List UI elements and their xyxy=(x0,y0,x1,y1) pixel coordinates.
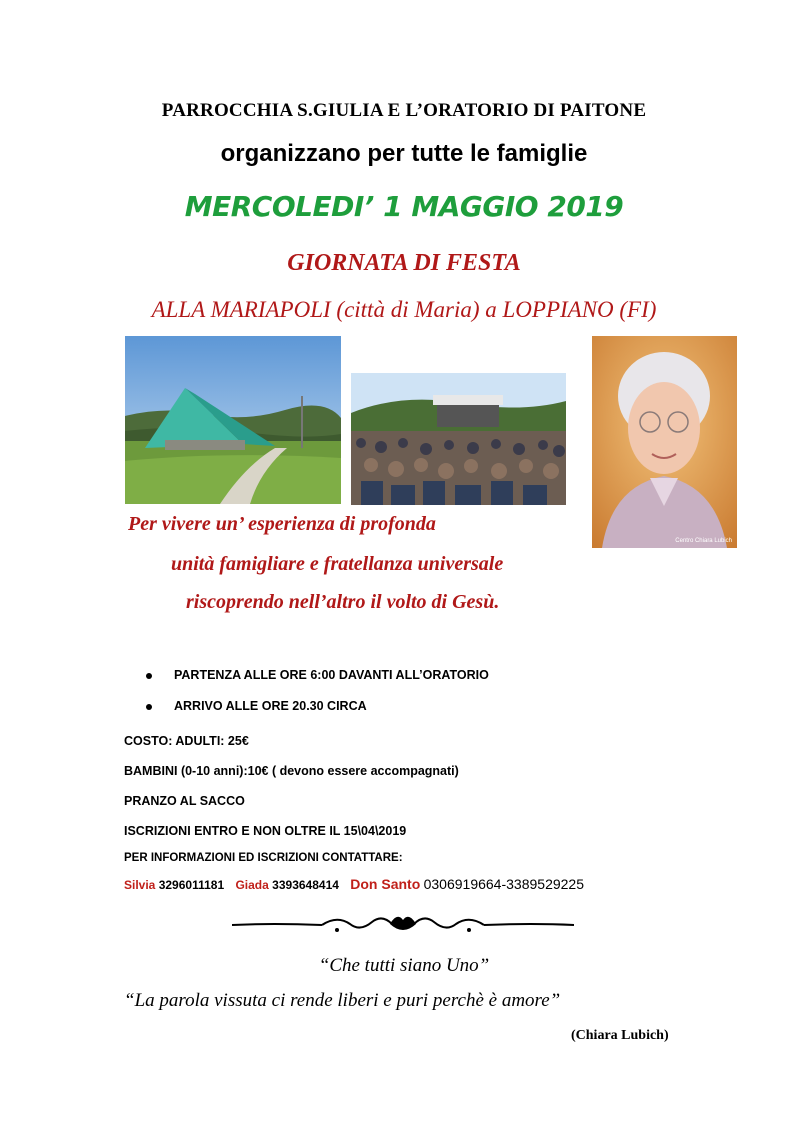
event-title: GIORNATA DI FESTA xyxy=(287,250,521,276)
contact-name-silvia: Silvia xyxy=(124,878,156,892)
bullet-icon xyxy=(146,673,152,679)
message-line-2: unità famigliare e fratellanza universale xyxy=(171,553,504,575)
contact-phone-silvia: 3296011181 xyxy=(158,878,225,892)
quote-author: (Chiara Lubich) xyxy=(571,1028,669,1043)
departure-info: PARTENZA ALLE ORE 6:00 DAVANTI ALL’ORATORIO xyxy=(174,668,489,682)
ornamental-divider-icon xyxy=(232,910,574,938)
contact-phone-don-santo: 0306919664-3389529225 xyxy=(423,876,584,892)
contact-name-giada: Giada xyxy=(235,878,269,892)
contact-heading: PER INFORMAZIONI ED ISCRIZIONI CONTATTARE: xyxy=(124,852,403,864)
bullet-icon xyxy=(146,704,152,710)
contact-phone-giada: 3393648414 xyxy=(272,878,339,892)
registration-deadline: ISCRIZIONI ENTRO E NON OLTRE IL 15\04\2019 xyxy=(124,824,407,838)
contacts-line xyxy=(124,876,584,892)
quote-long: “La parola vissuta ci rende liberi e puri perchè è amore” xyxy=(124,990,561,1011)
portrait-photo xyxy=(592,336,737,548)
church-photo xyxy=(125,336,341,504)
portrait-caption: Centro Chiara Lubich xyxy=(675,538,732,544)
event-date: MERCOLEDI’ 1 MAGGIO 2019 xyxy=(184,190,624,223)
organizer-heading: PARROCCHIA S.GIULIA E L’ORATORIO DI PAITONE xyxy=(161,100,647,121)
message-line-1: Per vivere un’ esperienza di profonda xyxy=(128,513,436,535)
subtitle: organizzano per tutte le famiglie xyxy=(220,140,588,167)
contact-name-don-santo: Don Santo xyxy=(350,876,421,892)
lunch-info: PRANZO AL SACCO xyxy=(124,794,245,808)
cost-adults: COSTO: ADULTI: 25€ xyxy=(124,734,249,748)
quote-short: “Che tutti siano Uno” xyxy=(318,955,490,976)
message-line-3: riscoprendo nell’altro il volto di Gesù. xyxy=(186,591,500,613)
event-place: ALLA MARIAPOLI (città di Maria) a LOPPIANO (FI) xyxy=(151,297,657,322)
cost-children: BAMBINI (0-10 anni):10€ ( devono essere accompagnati) xyxy=(124,764,459,778)
crowd-photo xyxy=(351,373,566,505)
arrival-info: ARRIVO ALLE ORE 20.30 CIRCA xyxy=(174,699,367,713)
